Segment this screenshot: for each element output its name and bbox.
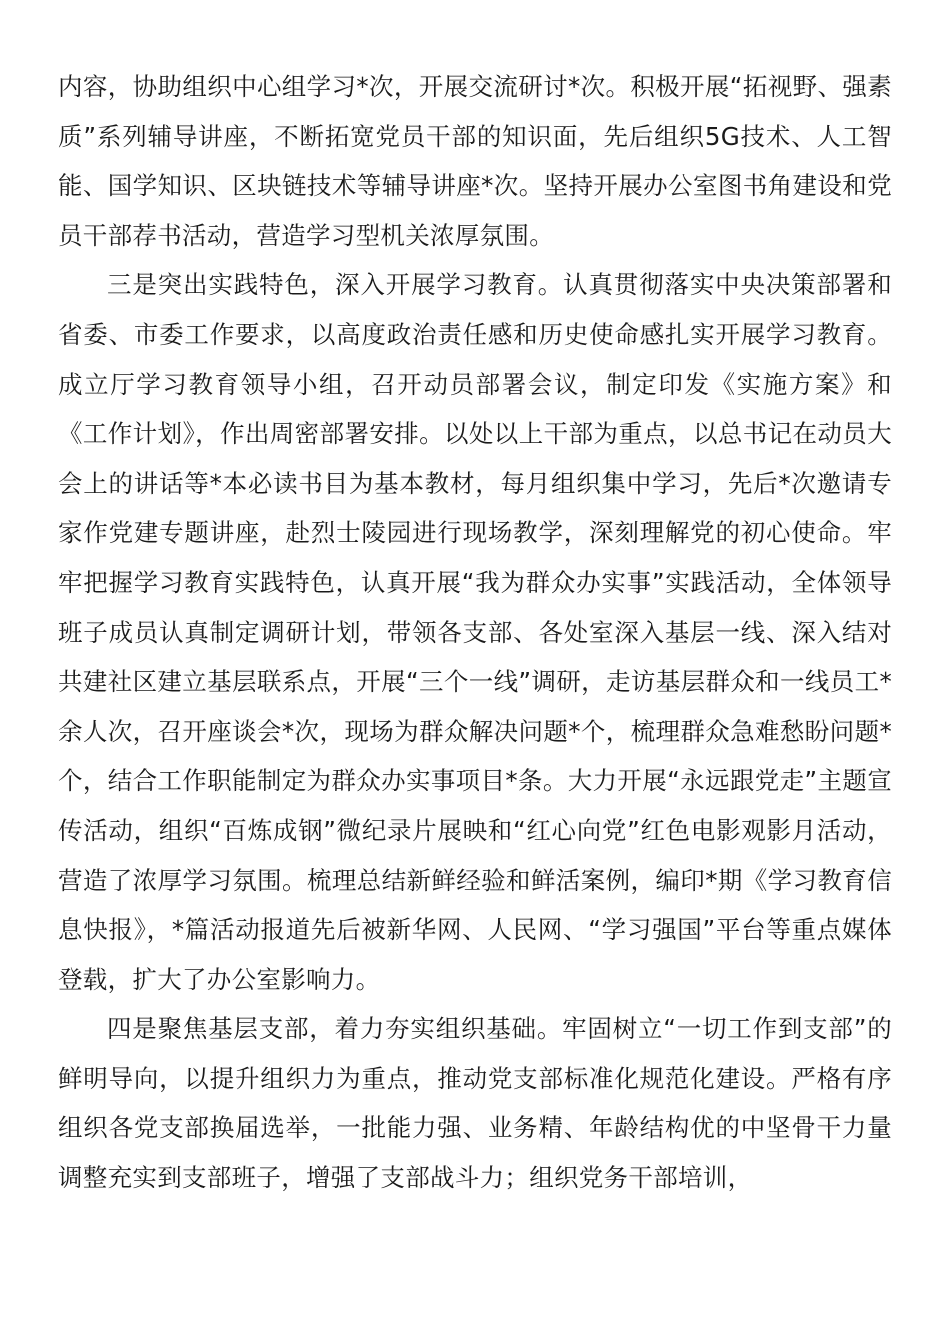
paragraph-grassroots-branches: 四是聚焦基层支部，着力夯实组织基础。牢固树立“一切工作到支部”的鲜明导向，以提升组织力为重点，推动党支部标准化规范化建设。严格有序组织各党支部换届选举，一批能力强、业务精、年龄结构优的中坚骨干力量调整充实到支部班子，增强了支部战斗力；组织党务干部培训， — [58, 1014, 892, 1193]
paragraph-continuation: 内容，协助组织中心组学习*次，开展交流研讨*次。积极开展“拓视野、强素质”系列辅导讲座，不断拓宽党员干部的知识面，先后组织5G技术、人工智能、国学知识、区块链技术等辅导讲座*次。坚持开展办公室图书角建设和党员干部荐书活动，营造学习型机关浓厚氛围。 — [58, 72, 892, 250]
document-body — [58, 62, 892, 1203]
paragraph-practice-characteristics: 三是突出实践特色，深入开展学习教育。认真贯彻落实中央决策部署和省委、市委工作要求，以高度政治责任感和历史使命感扎实开展学习教育。成立厅学习教育领导小组，召开动员部署会议，制定印发《实施方案》和《工作计划》，作出周密部署安排。以处以上干部为重点，以总书记在动员大会上的讲话等*本必读书目为基本教材，每月组织集中学习，先后*次邀请专家作党建专题讲座，赴烈士陵园进行现场教学，深刻理解党的初心使命。牢牢把握学习教育实践特色，认真开展“我为群众办实事”实践活动，全体领导班子成员认真制定调研计划，带领各支部、各处室深入基层一线、深入结对共建社区建立基层联系点，开展“三个一线”调研，走访基层群众和一线员工*余人次，召开座谈会*次，现场为群众解决问题*个，梳理群众急难愁盼问题*个，结合工作职能制定为群众办实事项目*条。大力开展“永远跟党走”主题宣传活动，组织“百炼成钢”微纪录片展映和“红心向党”红色电影观影月活动，营造了浓厚学习氛围。梳理总结新鲜经验和鲜活案例，编印*期《学习教育信息快报》，*篇活动报道先后被新华网、人民网、“学习强国”平台等重点媒体登载，扩大了办公室影响力。 — [58, 270, 892, 994]
